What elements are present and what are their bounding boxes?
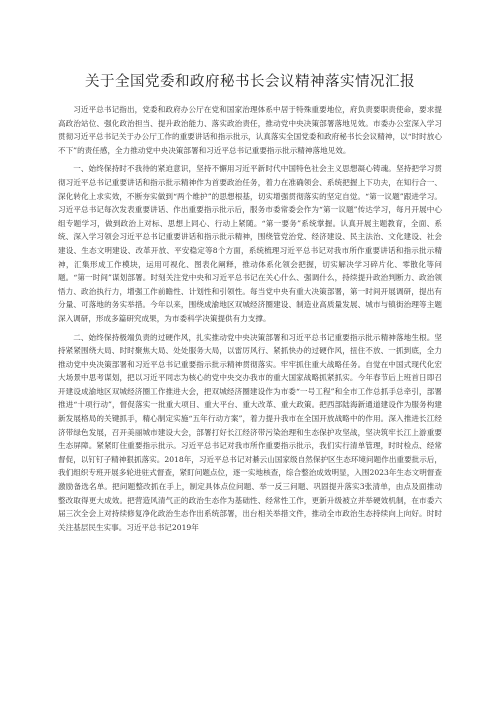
paragraph-section-two: 二、始终保持极端负责的过硬作风，扎实推动党中央决策部署和习近平总书记重要指示批示精神落地生根。坚持紧紧围绕大局、时时聚焦大局、处处服务大局，以雷厉风行、紧抓快办的过硬作风，扭住不放、一抓到底，全力推动党中央决策部署和习近平总书记重要指示批示精神贯彻落实。牢牢抓住重大战略任务。自觉在中国式现代化宏大场景中思考谋划，把以习近平同志为核心的党中央交办我市的重大国家战略抓紧抓实。今年春节后上班首日即召开建设成渝地区双城经济圈工作推进大会，把双城经济圈建设作为市委“一号工程”和全市工作总抓手总牵引，部署推进“十项行动”，督促落实一批重大项目、重大平台、重大改革、重大政策。把西部陆海新通道建设作为服务构建新发展格局的关键抓手，精心制定实施“五年行动方案”，着力提升我市在全国开放战略中的作用。深入推进长江经济带绿色发展，召开美丽城市建设大会，部署打好长江经济带污染治理和生态保护攻坚战，坚决筑牢长江上游重要生态屏障。紧紧盯住重要指示批示。习近平总书记对我市所作重要指示批示，我们实行清单管理，时时检点、经常督促，以钉钉子精神狠抓落实。2018年，习近平总书记对綦云山国家级自然保护区生态环境问题作出重要批示后，我们组织专班开展多轮进驻式督查，紧盯问题点位，逐一实地核查，综合整治成效明显，入围2023年生态文明督查激励备选名单。把问题整改抓在手上，制定具体点位问题、举一反三问题、巩固提升落实3张清单，由点及面推动整改取得更大成效。把营造风清气正的政治生态作为基础性、经常性工作，更新升级被立并举硬效机制，在市委六届三次全会上对持续修复净化政治生态作出系统部署，出台相关举措文件，推动全市政治生态持续向上向好。时时关注基层民生实事。习近平总书记2019年 (58, 332, 442, 532)
paragraph-section-one: 一、始终保持时不我待的紧迫意识，坚持不懈用习近平新时代中国特色社会主义思想凝心铸魂。坚持把学习贯彻习近平总书记重要讲话和指示批示精神作为首要政治任务，着力在准确领会、系统把握上下功夫，在知行合一、深化转化上求实效，不断夯实做到“两个维护”的思想根基，切实增强贯彻落实的坚定自觉。“第一议题”跟进学习。习近平总书记每次发表重要讲话、作出重要指示批示后，服务市委常委会作为“第一议题”传达学习，每月开展中心组专题学习，做到政治上对标、思想上同心、行动上紧随。“第一要务”系统掌握。认真开展主题教育，全面、系统、深入学习领会习近平总书记重要讲话和指示批示精神，围绕管党治党、经济建设、民主法治、文化建设、社会建设、生态文明建设、改革开放、平安稳定等8个方面，系统梳理习近平总书记对我市所作重要讲话和指示批示精神，汇集形成工作模块，运用可视化、图表化阐释，推动体系化领会把握，切实解决学习碎片化、零散化等问题。“第一时间”谋划部署。时刻关注党中央和习近平总书记在关心什么、强调什么，持续提升政治判断力、政治领悟力、政治执行力，增强工作前瞻性、计划性和引领性。每当党中央有重大决策部署，第一时间开展调研，提出有分量、可落地的务实举措。今年以来，围绕成渝地区双城经济圈建设、制造业高质量发展、城市与镇街治理等主题深入调研，形成多篇研究成果，为市委科学决策提供有力支撑。 (58, 164, 442, 323)
paragraph-intro: 习近平总书记指出，党委和政府办公厅在党和国家治理体系中居于特殊重要地位，府负责要职责使命，要求提高政治站位、强化政治担当、提升政治能力、落实政治责任，推动党中央决策部署落地见效。市委办公室深入学习贯彻习近平总书记关于办公厅工作的重要讲话和指示批示，认真落实全国党委和政府秘书长会议精神，以“时时放心不下”的责任感，全力推动党中央决策部署和习近平总书记重要指示批示精神落地见效。 (58, 105, 442, 155)
document-title: 关于全国党委和政府秘书长会议精神落实情况汇报 (85, 74, 415, 90)
